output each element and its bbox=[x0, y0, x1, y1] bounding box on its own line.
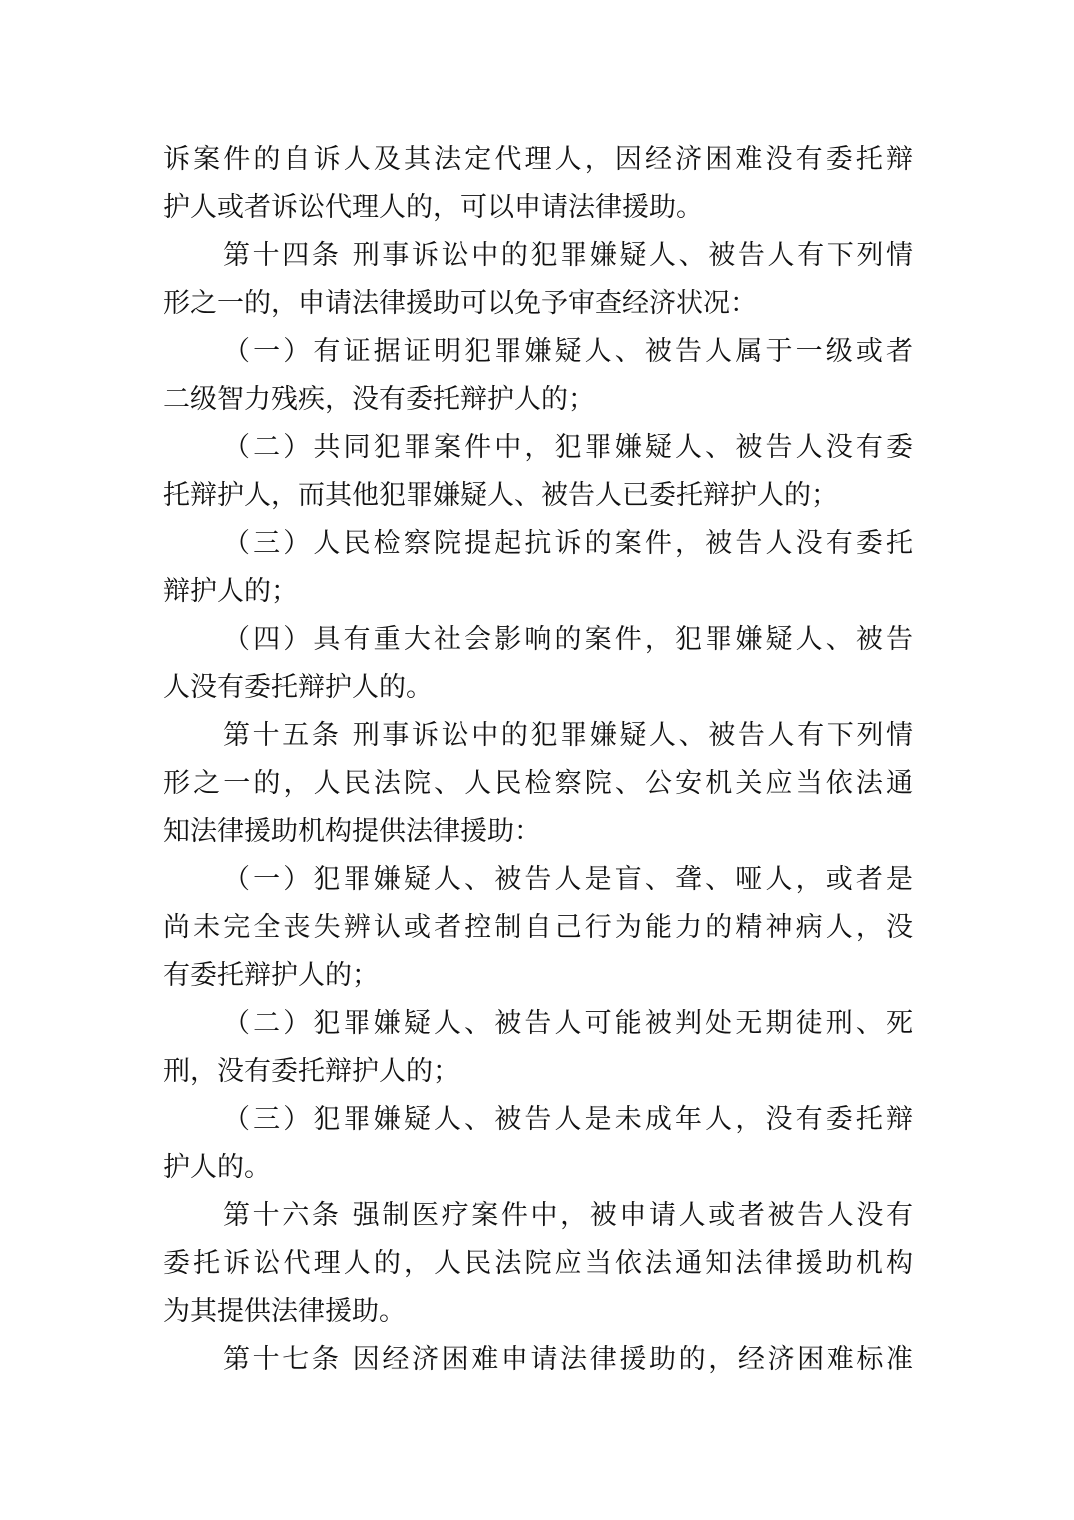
text-line: 为其提供法律援助。 bbox=[163, 1296, 406, 1327]
text-line: 形之一的，申请法律援助可以免予审查经济状况： bbox=[163, 288, 757, 319]
article-14-heading-line: 第十四条 刑事诉讼中的犯罪嫌疑人、被告人有下列情 bbox=[223, 240, 913, 271]
article-15-item-3: （三）犯罪嫌疑人、被告人是未成年人，没有委托辩 bbox=[223, 1104, 913, 1135]
article-14-item-3: （三）人民检察院提起抗诉的案件，被告人没有委托 bbox=[223, 528, 913, 559]
text-line: 诉案件的自诉人及其法定代理人，因经济困难没有委托辩 bbox=[163, 144, 913, 175]
text-line: 护人的。 bbox=[163, 1152, 271, 1183]
text-line: 尚未完全丧失辨认或者控制自己行为能力的精神病人，没 bbox=[163, 912, 913, 943]
article-14-item-4: （四）具有重大社会影响的案件，犯罪嫌疑人、被告 bbox=[223, 624, 913, 655]
text-line: 知法律援助机构提供法律援助： bbox=[163, 816, 541, 847]
text-line: 辩护人的； bbox=[163, 576, 298, 607]
text-line: 有委托辩护人的； bbox=[163, 960, 379, 991]
article-15-item-2: （二）犯罪嫌疑人、被告人可能被判处无期徒刑、死 bbox=[223, 1008, 913, 1039]
text-line: 委托诉讼代理人的，人民法院应当依法通知法律援助机构 bbox=[163, 1248, 913, 1279]
text-line: 护人或者诉讼代理人的，可以申请法律援助。 bbox=[163, 192, 703, 223]
article-16-heading-line: 第十六条 强制医疗案件中，被申请人或者被告人没有 bbox=[223, 1200, 913, 1231]
article-15-heading-line: 第十五条 刑事诉讼中的犯罪嫌疑人、被告人有下列情 bbox=[223, 720, 913, 751]
article-15-item-1: （一）犯罪嫌疑人、被告人是盲、聋、哑人，或者是 bbox=[223, 864, 913, 895]
article-14-item-1: （一）有证据证明犯罪嫌疑人、被告人属于一级或者 bbox=[223, 336, 913, 367]
article-17-heading-line: 第十七条 因经济困难申请法律援助的，经济困难标准 bbox=[223, 1344, 913, 1375]
text-line: 人没有委托辩护人的。 bbox=[163, 672, 433, 703]
text-line: 形之一的，人民法院、人民检察院、公安机关应当依法通 bbox=[163, 768, 913, 799]
text-line: 托辩护人，而其他犯罪嫌疑人、被告人已委托辩护人的； bbox=[163, 480, 838, 511]
text-line: 二级智力残疾，没有委托辩护人的； bbox=[163, 384, 595, 415]
document-body bbox=[163, 136, 913, 1384]
text-line: 刑，没有委托辩护人的； bbox=[163, 1056, 460, 1087]
article-14-item-2: （二）共同犯罪案件中，犯罪嫌疑人、被告人没有委 bbox=[223, 432, 913, 463]
